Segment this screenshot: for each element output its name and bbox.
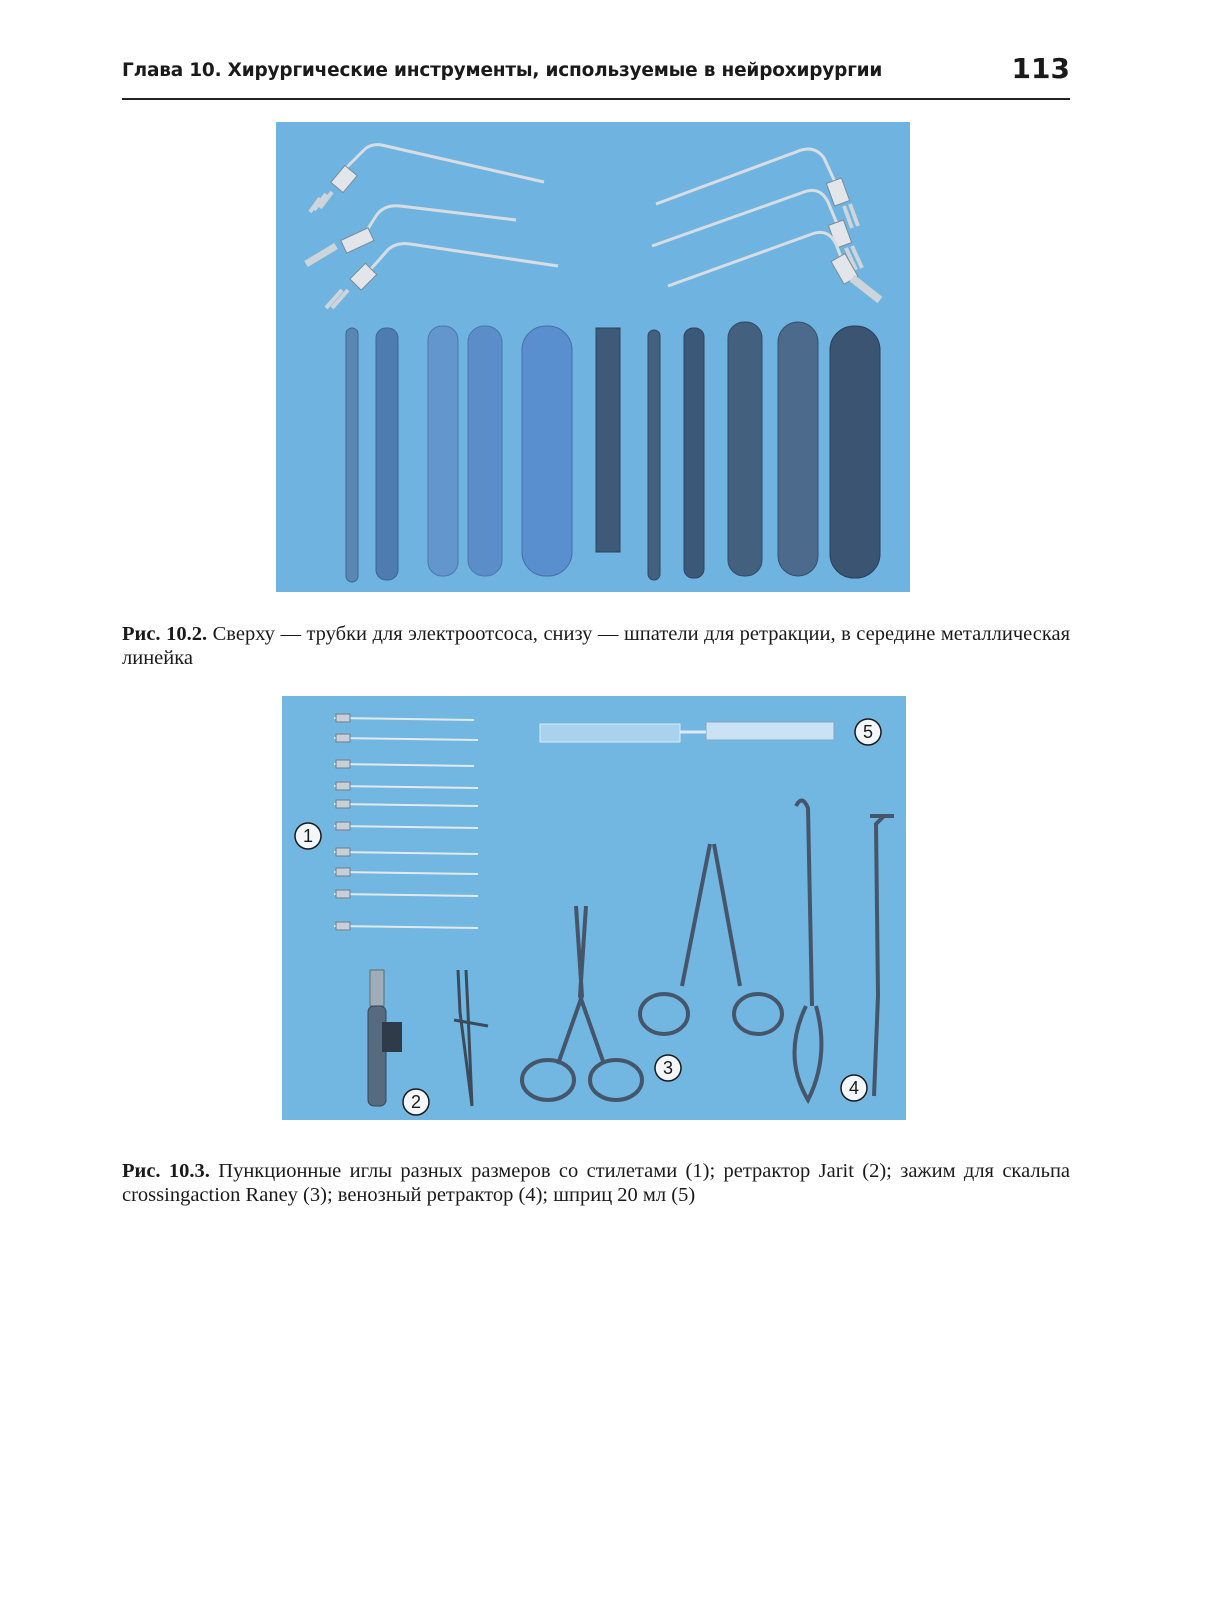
chapter-title: Глава 10. Хирургические инструменты, используемые в нейрохирургии	[122, 60, 883, 81]
figure-puncture-instruments	[282, 696, 906, 1120]
figure-10-3-caption	[122, 1159, 1070, 1207]
figure-illustration	[276, 122, 910, 592]
figure-10-3-label: Рис. 10.3.	[122, 1160, 210, 1182]
figure-suction-tubes-spatulas	[276, 122, 910, 592]
figure-10-3-text: Пункционные иглы разных размеров со стилетами (1); ретрактор Jarit (2); зажим для скальпа crossingaction Raney (3); венозный ретрактор (4); шприц 20 мл (5)	[122, 1160, 1071, 1206]
metal-ruler	[596, 328, 620, 552]
figure-10-2-text: Сверху — трубки для электроотсоса, снизу — шпатели для ретракции, в середине металлическая линейка	[122, 623, 1071, 669]
running-header	[122, 52, 1070, 100]
callout-2: 2	[410, 1092, 422, 1112]
figure-illustration	[282, 696, 906, 1120]
callout-1: 1	[302, 826, 314, 846]
callout-4: 4	[848, 1078, 860, 1098]
page-number: 113	[1011, 52, 1070, 85]
figure-10-2-label: Рис. 10.2.	[122, 623, 208, 645]
figure-10-2-caption	[122, 622, 1070, 670]
callout-3: 3	[662, 1058, 674, 1078]
callout-5: 5	[862, 722, 874, 742]
